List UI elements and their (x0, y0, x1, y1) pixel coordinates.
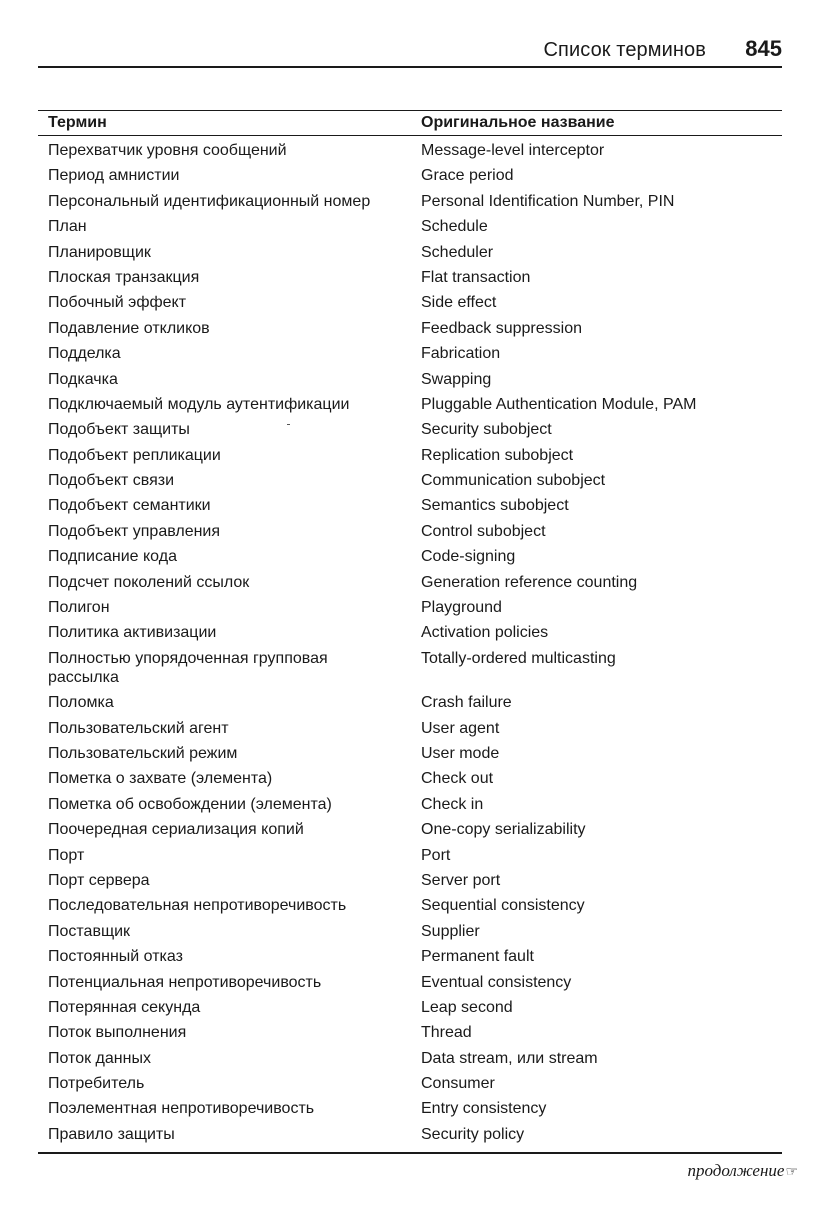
table-row (38, 1046, 782, 1071)
term-cell: Пользовательский агент (48, 719, 229, 737)
original-name-cell: One-copy serializability (421, 821, 586, 839)
original-name-cell: Message-level interceptor (421, 142, 605, 159)
original-name-cell: Playground (421, 599, 502, 617)
original-name-cell: Data stream, или stream (421, 1049, 598, 1067)
original-name-cell: Supplier (421, 922, 480, 940)
table-header-row (38, 110, 782, 136)
original-name-cell: Swapping (421, 370, 492, 388)
original-name-cell: Flat transaction (421, 268, 531, 286)
term-cell: Подкачка (48, 370, 118, 388)
table-row (38, 163, 782, 188)
original-name-cell: Activation policies (421, 624, 549, 642)
table-row (38, 1071, 782, 1096)
term-cell: Поэлементная непротиворечивость (48, 1100, 315, 1118)
table-row (38, 1020, 782, 1045)
original-name-cell: Entry consistency (421, 1100, 547, 1118)
term-cell: Пометка о захвате (элемента) (48, 770, 273, 788)
table-row (38, 766, 782, 791)
term-cell: Подобъект управления (48, 522, 221, 540)
term-cell: Поочередная сериализация копий (48, 821, 304, 839)
continued-note (687, 1160, 798, 1184)
original-name-cell: User agent (421, 719, 500, 737)
original-name-cell: Semantics subobject (421, 497, 569, 515)
original-name-cell: User mode (421, 744, 500, 762)
original-name-cell: Schedule (421, 218, 488, 236)
table-row (38, 817, 782, 842)
term-cell: Последовательная непротиворечивость (48, 897, 347, 915)
table-body (38, 136, 782, 1147)
original-name-cell: Scheduler (421, 243, 494, 261)
original-name-cell: Security policy (421, 1125, 525, 1143)
term-cell: Поставщик (48, 922, 131, 940)
table-row (38, 716, 782, 741)
table-row (38, 544, 782, 569)
term-cell: Порт сервера (48, 871, 150, 889)
running-title: Список терминов (543, 39, 706, 61)
table-row (38, 792, 782, 817)
table-row (38, 570, 782, 595)
term-cell: План (48, 218, 87, 236)
table-row (38, 493, 782, 518)
original-name-cell: Check out (421, 770, 494, 788)
table-bottom-rule (38, 1152, 782, 1154)
term-cell: Персональный идентификационный номер (48, 192, 371, 210)
original-name-cell: Replication subobject (421, 446, 574, 464)
table-row (38, 138, 782, 163)
term-cell: Поломка (48, 694, 114, 712)
original-name-cell: Communication subobject (421, 472, 606, 490)
term-cell: Поток данных (48, 1049, 151, 1067)
table-row (38, 620, 782, 645)
original-name-cell: Security subobject (421, 421, 552, 439)
table-row (38, 595, 782, 620)
original-name-cell: Server port (421, 871, 501, 889)
table-row (38, 341, 782, 366)
term-cell: Потребитель (48, 1075, 145, 1093)
original-name-cell: Crash failure (421, 694, 512, 712)
original-name-cell: Totally-ordered multicasting (421, 649, 616, 667)
column-header-term: Термин (48, 114, 107, 131)
term-cell: Полностью упорядоченная групповая рассылка (48, 649, 328, 686)
table-row (38, 944, 782, 969)
original-name-cell: Thread (421, 1024, 472, 1042)
term-cell: Поток выполнения (48, 1024, 187, 1042)
term-cell: Подавление откликов (48, 319, 210, 337)
term-cell: Потерянная секунда (48, 998, 201, 1016)
table-row (38, 519, 782, 544)
original-name-cell: Permanent fault (421, 948, 534, 966)
term-cell: Подобъект защиты (48, 421, 190, 439)
term-cell: Период амнистии (48, 167, 180, 185)
page-number: 845 (745, 36, 782, 61)
table-row (38, 843, 782, 868)
print-speck (287, 424, 290, 425)
term-cell: Подсчет поколений ссылок (48, 573, 250, 591)
hand-pointer-icon: ☞ (785, 1165, 798, 1180)
term-cell: Порт (48, 846, 85, 864)
table-row (38, 741, 782, 766)
term-cell: Планировщик (48, 243, 151, 261)
table-row (38, 316, 782, 341)
term-cell: Перехватчик уровня сообщений (48, 142, 287, 159)
table-row (38, 919, 782, 944)
term-cell: Подписание кода (48, 548, 177, 566)
page-header (38, 38, 782, 68)
table-row (38, 214, 782, 239)
table-row (38, 1122, 782, 1147)
table-row (38, 868, 782, 893)
term-cell: Правило защиты (48, 1125, 175, 1143)
original-name-cell: Eventual consistency (421, 973, 572, 991)
table-row (38, 265, 782, 290)
original-name-cell: Feedback suppression (421, 319, 582, 337)
table-row (38, 646, 782, 690)
original-name-cell: Generation reference counting (421, 573, 638, 591)
term-cell: Политика активизации (48, 624, 217, 642)
table-row (38, 468, 782, 493)
glossary-table (38, 110, 782, 1147)
term-cell: Пометка об освобождении (элемента) (48, 795, 332, 813)
original-name-cell: Sequential consistency (421, 897, 585, 915)
original-name-cell: Personal Identification Number, PIN (421, 192, 675, 210)
original-name-cell: Port (421, 846, 451, 864)
original-name-cell: Side effect (421, 294, 497, 312)
table-row (38, 290, 782, 315)
term-cell: Подключаемый модуль аутентификации (48, 395, 350, 413)
term-cell: Подобъект репликации (48, 446, 221, 464)
table-row (38, 893, 782, 918)
table-row (38, 392, 782, 417)
term-cell: Подобъект семантики (48, 497, 211, 515)
original-name-cell: Pluggable Authentication Module, PAM (421, 395, 697, 413)
term-cell: Подделка (48, 345, 121, 363)
original-name-cell: Leap second (421, 998, 513, 1016)
original-name-cell: Consumer (421, 1075, 495, 1093)
term-cell: Постоянный отказ (48, 948, 183, 966)
term-cell: Побочный эффект (48, 294, 187, 312)
table-row (38, 189, 782, 214)
table-row (38, 443, 782, 468)
original-name-cell: Control subobject (421, 522, 546, 540)
original-name-cell: Check in (421, 795, 484, 813)
term-cell: Плоская транзакция (48, 268, 200, 286)
continued-label: продолжение (687, 1161, 785, 1180)
table-row (38, 417, 782, 442)
column-header-original: Оригинальное название (421, 114, 615, 131)
original-name-cell: Grace period (421, 167, 514, 185)
original-name-cell: Fabrication (421, 345, 501, 363)
table-row (38, 690, 782, 715)
table-row (38, 1096, 782, 1121)
original-name-cell: Code-signing (421, 548, 516, 566)
term-cell: Потенциальная непротиворечивость (48, 973, 322, 991)
table-row (38, 240, 782, 265)
term-cell: Полигон (48, 599, 110, 617)
table-row (38, 970, 782, 995)
term-cell: Подобъект связи (48, 472, 175, 490)
table-row (38, 995, 782, 1020)
table-row (38, 367, 782, 392)
term-cell: Пользовательский режим (48, 744, 238, 762)
